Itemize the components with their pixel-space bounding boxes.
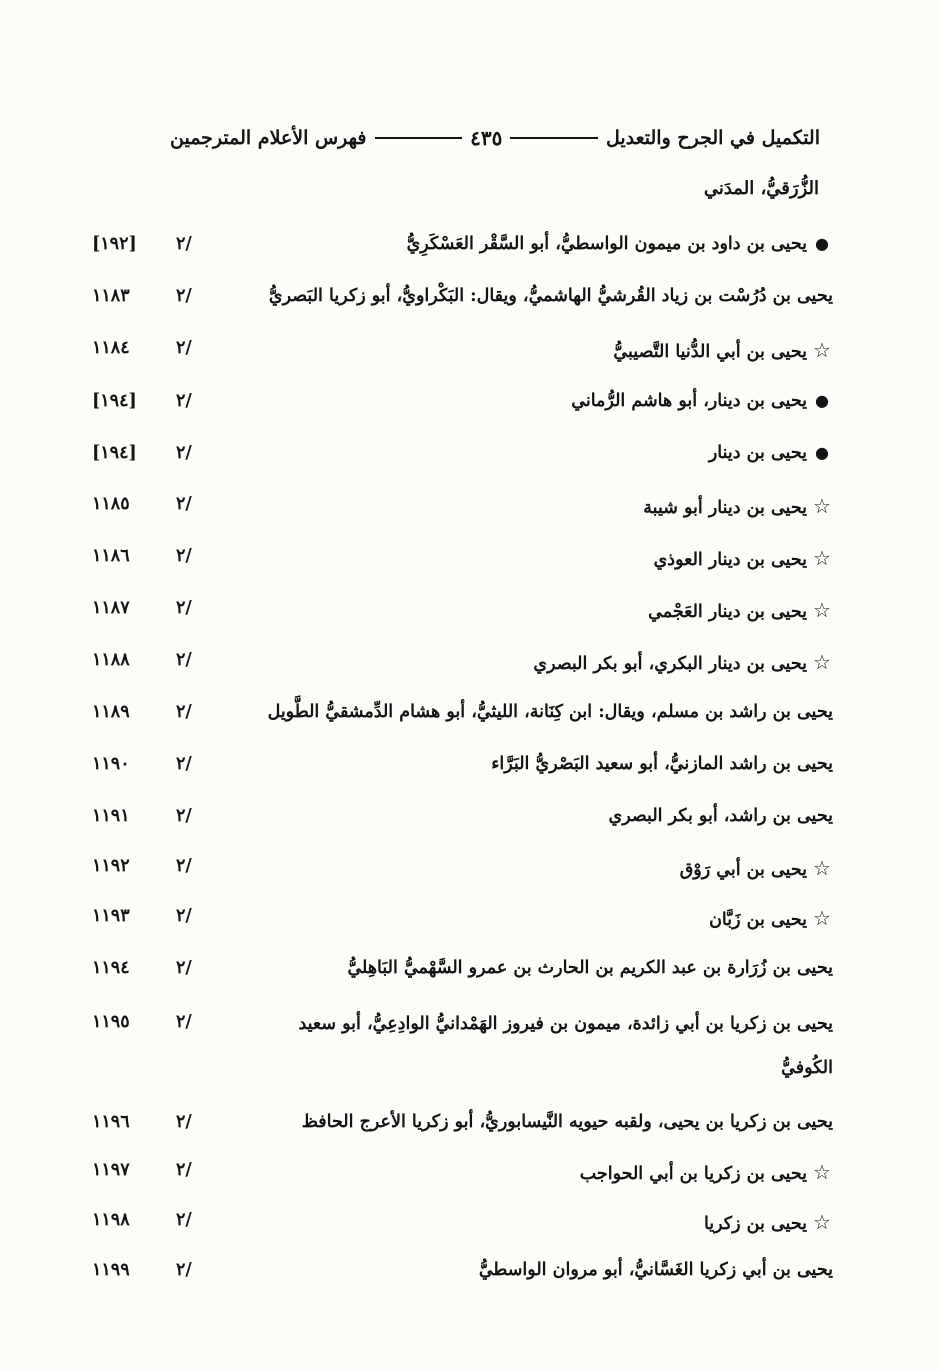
entry-volume: ٢/ bbox=[176, 598, 192, 618]
entry-name: يحيى بن زكريا بن أبي زائدة، ميمون بن فيروز الهَمْدانيُّ الوادِعِيُّ، أبو سعيد الكُوفيُّ bbox=[298, 1014, 833, 1078]
entry-name: ☆يحيى بن زكريا بن أبي الحواجب bbox=[580, 1160, 833, 1184]
entry-name: يحيى بن أبي زكريا الغَسَّانيُّ، أبو مروان الواسطيُّ bbox=[478, 1260, 833, 1280]
entry-volume: ٢/ bbox=[176, 443, 192, 463]
book-title: التكميل في الجرح والتعديل bbox=[605, 127, 820, 149]
entry-volume: ٢/ bbox=[176, 958, 192, 978]
header-dash-right bbox=[510, 137, 598, 139]
star-icon: ☆ bbox=[813, 1160, 831, 1184]
entry-name: يحيى بن راشد بن مسلم، ويقال: ابن كِنَانة، الليثيُّ، أبو هشام الدِّمشقيُّ الطَّويل bbox=[267, 702, 833, 722]
entry-volume: ٢/ bbox=[176, 546, 192, 566]
entry-volume: ٢/ bbox=[176, 1160, 192, 1180]
entry-volume: ٢/ bbox=[176, 906, 192, 926]
entry-number: ١١٨٦ bbox=[92, 546, 130, 566]
page-header bbox=[170, 118, 820, 158]
entry-name: ☆يحيى بن زَبَّان bbox=[709, 906, 833, 930]
entry-number: [١٩٤] bbox=[92, 443, 137, 463]
entry-number: ١١٩٥ bbox=[92, 1012, 130, 1032]
entry-number: ١١٩٠ bbox=[92, 754, 130, 774]
section-title: فهرس الأعلام المترجمين bbox=[170, 127, 367, 149]
entry-name: ☆يحيى بن دينار العوذي bbox=[654, 546, 833, 570]
entry-name: ●يحيى بن دينار bbox=[709, 443, 833, 463]
entry-name: ☆يحيى بن دينار البكري، أبو بكر البصري bbox=[533, 650, 833, 674]
entry-volume: ٢/ bbox=[176, 1112, 192, 1132]
entry-name: يحيى بن راشد المازنيُّ، أبو سعيد البَصْريُّ البَرَّاء bbox=[491, 754, 833, 774]
entry-number: ١١٨٧ bbox=[92, 598, 130, 618]
bullet-icon: ● bbox=[815, 391, 829, 410]
entry-name: ☆يحيى بن زكريا bbox=[704, 1210, 833, 1234]
page-number: ٤٣٥ bbox=[470, 126, 503, 150]
entry-name: ☆يحيى بن أبي الدُّنيا التَّصيبيُّ bbox=[613, 338, 833, 362]
entry-name: يحيى بن زكريا بن يحيى، ولقبه حيويه النَّيسابوريُّ، أبو زكريا الأعرج الحافظ bbox=[301, 1112, 833, 1132]
entry-number: ١١٩٧ bbox=[92, 1160, 130, 1180]
entry-number: ١١٨٤ bbox=[92, 338, 130, 358]
header-dash-left bbox=[375, 137, 463, 139]
entry-name: ●يحيى بن دينار، أبو هاشم الرُّماني bbox=[571, 391, 833, 411]
entry-volume: ٢/ bbox=[176, 286, 192, 306]
entry-name: يحيى بن دُرُسْت بن زياد القُرشيُّ الهاشميُّ، ويقال: البَكْراويُّ، أبو زكريا البَصريُّ bbox=[268, 286, 833, 306]
entry-volume: ٢/ bbox=[176, 338, 192, 358]
entry-number: ١١٨٥ bbox=[92, 494, 130, 514]
entry-number: ١١٩٩ bbox=[92, 1260, 130, 1280]
entry-number: ١١٩٣ bbox=[92, 906, 130, 926]
entry-volume: ٢/ bbox=[176, 806, 192, 826]
star-icon: ☆ bbox=[813, 546, 831, 570]
entry-volume: ٢/ bbox=[176, 754, 192, 774]
entry-volume: ٢/ bbox=[176, 391, 192, 411]
entry-number: [١٩٢] bbox=[92, 234, 137, 254]
entry-name: ●يحيى بن داود بن ميمون الواسطيُّ، أبو السَّقْر العَسْكَرِيُّ bbox=[407, 234, 833, 254]
continuation-text: الزُّرَقيُّ، المدَني bbox=[703, 178, 819, 199]
star-icon: ☆ bbox=[813, 1210, 831, 1234]
star-icon: ☆ bbox=[813, 494, 831, 518]
entry-volume: ٢/ bbox=[176, 494, 192, 514]
entry-number: ١١٨٩ bbox=[92, 702, 130, 722]
entry-volume: ٢/ bbox=[176, 856, 192, 876]
bullet-icon: ● bbox=[815, 234, 829, 253]
bullet-icon: ● bbox=[815, 443, 829, 462]
entry-volume: ٢/ bbox=[176, 1260, 192, 1280]
entry-volume: ٢/ bbox=[176, 650, 192, 670]
entry-number: ١١٩٤ bbox=[92, 958, 130, 978]
entry-number: ١١٩٦ bbox=[92, 1112, 130, 1132]
entry-name: ☆يحيى بن دينار العَجْمي bbox=[648, 598, 833, 622]
star-icon: ☆ bbox=[813, 856, 831, 880]
entry-volume: ٢/ bbox=[176, 1210, 192, 1230]
star-icon: ☆ bbox=[813, 598, 831, 622]
entry-name: يحيى بن راشد، أبو بكر البصري bbox=[608, 806, 833, 826]
entry-number: [١٩٤] bbox=[92, 391, 137, 411]
entry-name: يحيى بن زُرَارة بن عبد الكريم بن الحارث بن عمرو السَّهْميُّ البَاهِليُّ bbox=[347, 958, 833, 978]
entry-number: ١١٩٨ bbox=[92, 1210, 130, 1230]
entry-name: ☆يحيى بن أبي رَوْق bbox=[680, 856, 833, 880]
star-icon: ☆ bbox=[813, 906, 831, 930]
star-icon: ☆ bbox=[813, 650, 831, 674]
entry-number: ١١٩٢ bbox=[92, 856, 130, 876]
entry-number: ١١٩١ bbox=[92, 806, 130, 826]
entry-volume: ٢/ bbox=[176, 702, 192, 722]
entry-number: ١١٨٨ bbox=[92, 650, 130, 670]
star-icon: ☆ bbox=[813, 338, 831, 362]
entry-volume: ٢/ bbox=[176, 1012, 192, 1032]
entry-name: ☆يحيى بن دينار أبو شيبة bbox=[643, 494, 833, 518]
entry-number: ١١٨٣ bbox=[92, 286, 130, 306]
entry-volume: ٢/ bbox=[176, 234, 192, 254]
